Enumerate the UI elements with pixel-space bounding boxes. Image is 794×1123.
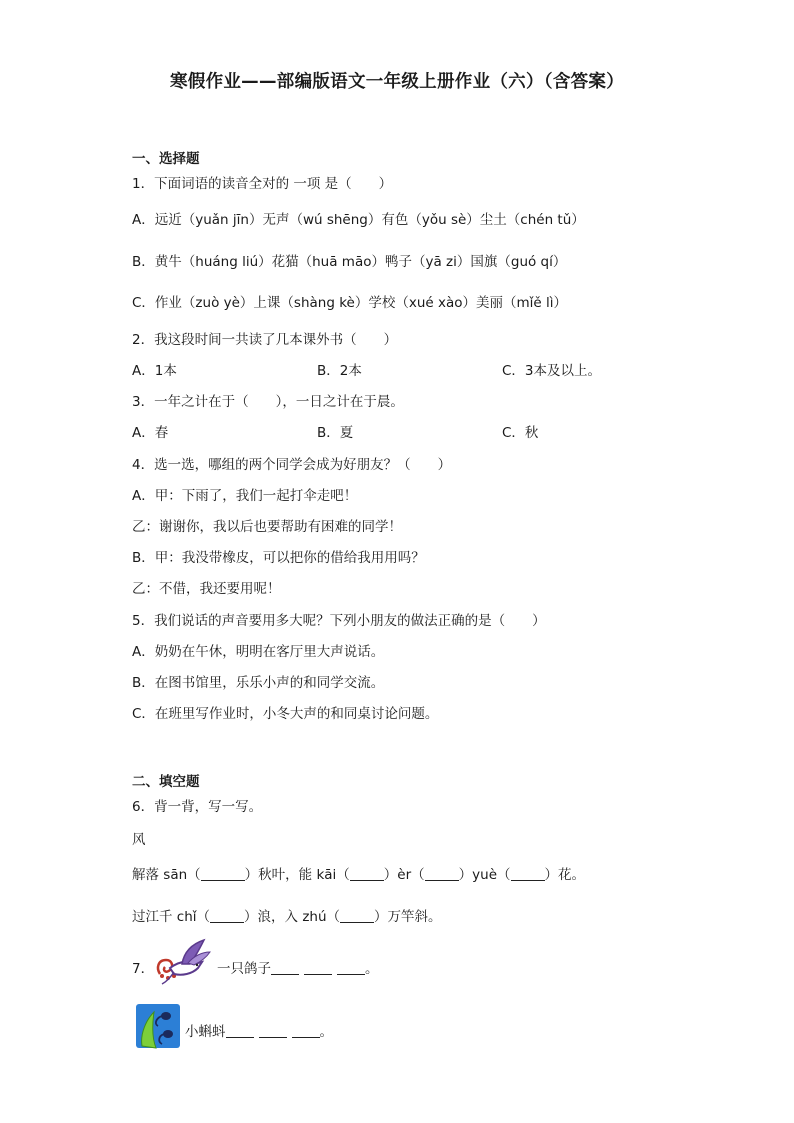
poem-line-1 xyxy=(132,863,585,883)
question-3-option-c: C．秋 xyxy=(502,425,539,441)
dove-text: 一只鸽子 xyxy=(217,961,271,977)
question-7-number: 7． xyxy=(132,961,155,977)
section-heading-fill: 二、填空题 xyxy=(132,774,200,790)
fill-blank[interactable] xyxy=(350,866,384,881)
fill-blank[interactable] xyxy=(292,1023,320,1038)
question-4-option-a-line1: A．甲：下雨了，我们一起打伞走吧！ xyxy=(132,488,358,504)
question-1-option-a: A．远近（yuǎn jīn）无声（wú shēng）有色（yǒu sè）尘土（chén tǔ） xyxy=(132,212,585,228)
page-title: 寒假作业——部编版语文一年级上册作业（六）（含答案） xyxy=(169,72,625,92)
question-3-option-a: A．春 xyxy=(132,425,169,441)
question-1-stem: 1．下面词语的读音全对的 一项 是（ ） xyxy=(132,176,393,192)
question-2-option-a: A．1本 xyxy=(132,363,177,379)
fill-blank[interactable] xyxy=(271,960,299,975)
fill-blank[interactable] xyxy=(210,908,244,923)
question-4-option-a-line2: 乙：谢谢你，我以后也要帮助有困难的同学！ xyxy=(132,519,402,535)
question-6-stem: 6．背一背，写一写。 xyxy=(132,799,263,815)
fill-blank[interactable] xyxy=(201,866,245,881)
poem-line-1-part-1: 解落 sān（ xyxy=(132,867,201,883)
question-4-option-b-line1: B．甲：我没带橡皮，可以把你的借给我用用吗？ xyxy=(132,550,425,566)
question-2-stem: 2．我这段时间一共读了几本课外书（ ） xyxy=(132,332,398,348)
poem-line-1-part-3: ）èr（ xyxy=(383,867,425,883)
poem-line-2-part-2: ）浪，入 zhú（ xyxy=(244,909,341,925)
question-5-option-b: B．在图书馆里，乐乐小声的和同学交流。 xyxy=(132,675,385,691)
tadpole-text: 小蝌蚪 xyxy=(185,1024,226,1040)
question-5-option-c: C．在班里写作业时，小冬大声的和同桌讨论问题。 xyxy=(132,706,439,722)
question-7-tadpole-line xyxy=(185,1020,333,1040)
fill-blank[interactable] xyxy=(304,960,332,975)
poem-line-1-part-4: ）yuè（ xyxy=(458,867,511,883)
tadpole-image xyxy=(132,1000,184,1052)
question-3-stem: 3．一年之计在于（ ），一日之计在于晨。 xyxy=(132,394,404,410)
question-2-option-c: C．3本及以上。 xyxy=(502,363,602,379)
question-4-stem: 4．选一选，哪组的两个同学会成为好朋友？（ ） xyxy=(132,457,452,473)
question-1-option-c: C．作业（zuò yè）上课（shàng kè）学校（xué xào）美丽（mǐě lì） xyxy=(132,295,567,311)
fill-blank[interactable] xyxy=(511,866,545,881)
poem-line-2-part-3: ）万竿斜。 xyxy=(374,909,442,925)
question-7-dove-line xyxy=(217,957,379,977)
tadpole-end: 。 xyxy=(319,1024,333,1040)
fill-blank[interactable] xyxy=(337,960,365,975)
question-3-option-b: B．夏 xyxy=(317,425,354,441)
fill-blank[interactable] xyxy=(340,908,374,923)
fill-blank[interactable] xyxy=(259,1023,287,1038)
fill-blank[interactable] xyxy=(226,1023,254,1038)
dove-image xyxy=(152,938,214,986)
poem-line-1-part-5: ）花。 xyxy=(544,867,586,883)
poem-line-1-part-2: ）秋叶，能 kāi（ xyxy=(244,867,350,883)
dove-end: 。 xyxy=(365,961,379,977)
question-1-option-b: B．黄牛（huáng liú）花猫（huā māo）鸭子（yā zi）国旗（guó qí） xyxy=(132,254,567,270)
poem-line-2 xyxy=(132,905,442,925)
fill-blank[interactable] xyxy=(425,866,459,881)
question-5-option-a: A．奶奶在午休，明明在客厅里大声说话。 xyxy=(132,644,385,660)
section-heading-choice: 一、选择题 xyxy=(132,151,200,167)
poem-line-2-part-1: 过江千 chǐ（ xyxy=(132,909,211,925)
poem-title: 风 xyxy=(132,832,146,848)
question-4-option-b-line2: 乙：不借，我还要用呢！ xyxy=(132,581,281,597)
question-2-option-b: B．2本 xyxy=(317,363,362,379)
question-5-stem: 5．我们说话的声音要用多大呢？下列小朋友的做法正确的是（ ） xyxy=(132,613,546,629)
